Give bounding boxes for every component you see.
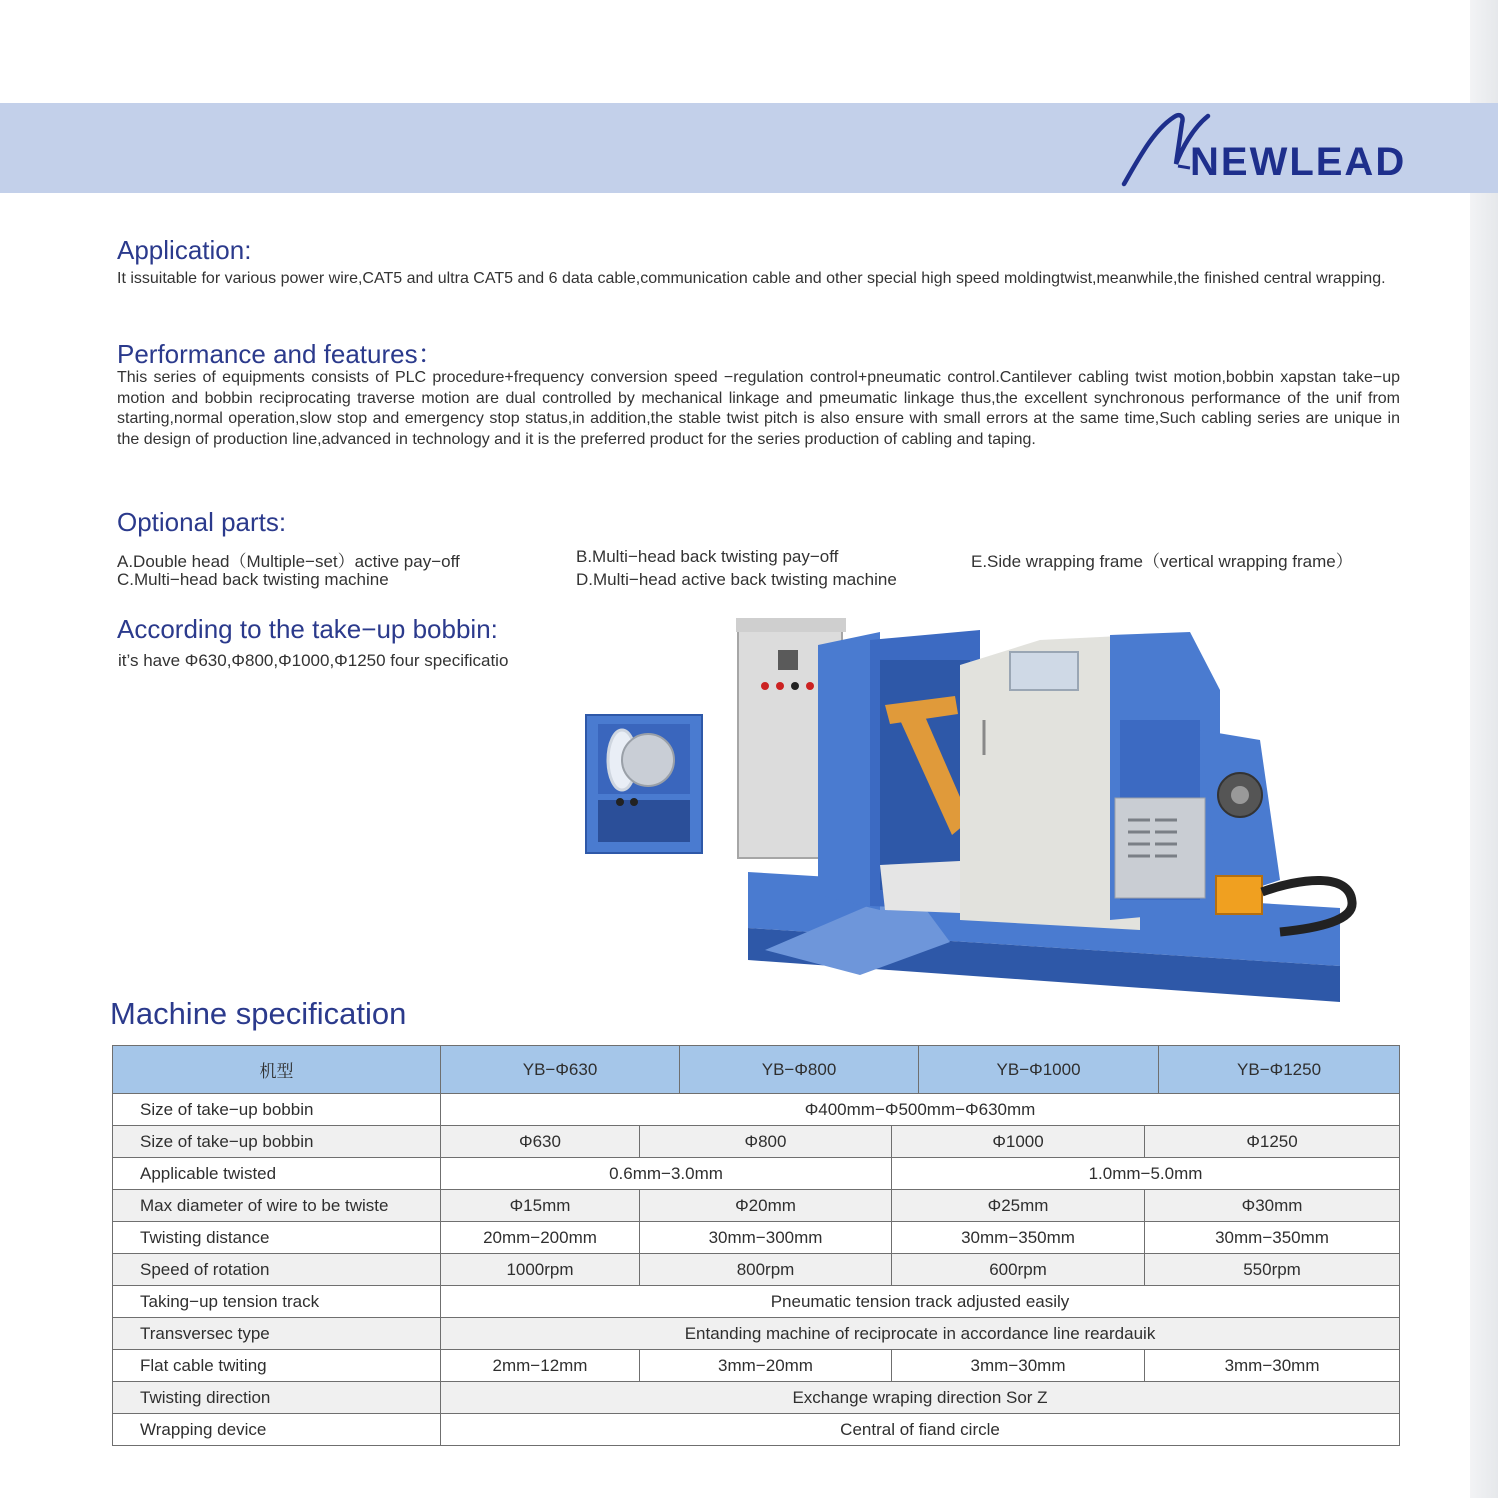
bobbin-title: According to the take−up bobbin: xyxy=(117,614,498,644)
optional-item-b: B.Multi−head back twisting pay−off xyxy=(576,547,839,566)
row-value: Exchange wraping direction Sor Z xyxy=(441,1382,1400,1414)
row-label: Transversec type xyxy=(113,1318,441,1350)
table-row xyxy=(113,1254,1400,1286)
row-value: 2mm−12mm xyxy=(441,1350,640,1382)
row-value: 1.0mm−5.0mm xyxy=(892,1158,1400,1190)
row-value: Central of fiand circle xyxy=(441,1414,1400,1446)
row-value: 30mm−350mm xyxy=(892,1222,1145,1254)
row-value: Φ630 xyxy=(441,1126,640,1158)
table-row xyxy=(113,1286,1400,1318)
bobbin-body: it’s have Φ630,Φ800,Φ1000,Φ1250 four specificatio xyxy=(118,651,509,670)
optional-item-a: A.Double head（Multiple−set）active pay−off xyxy=(117,552,460,571)
row-value: 30mm−350mm xyxy=(1145,1222,1400,1254)
row-label: Speed of rotation xyxy=(113,1254,441,1286)
header-model-4: YB−Φ1250 xyxy=(1159,1046,1400,1094)
machine-spec-title: Machine specification xyxy=(110,996,407,1031)
table-row xyxy=(113,1094,1400,1126)
row-value: Φ15mm xyxy=(441,1190,640,1222)
row-label: Twisting distance xyxy=(113,1222,441,1254)
row-value: Φ20mm xyxy=(640,1190,892,1222)
optional-item-e: E.Side wrapping frame（vertical wrapping frame） xyxy=(971,552,1353,571)
brand-logo xyxy=(1118,108,1433,188)
row-label: Wrapping device xyxy=(113,1414,441,1446)
row-value: 600rpm xyxy=(892,1254,1145,1286)
table-header-row xyxy=(113,1046,1400,1094)
optional-item-d: D.Multi−head active back twisting machine xyxy=(576,570,897,589)
header-model-cell: 机型 xyxy=(113,1046,441,1094)
row-value: Φ30mm xyxy=(1145,1190,1400,1222)
row-value: Φ1250 xyxy=(1145,1126,1400,1158)
row-value: 800rpm xyxy=(640,1254,892,1286)
table-row xyxy=(113,1190,1400,1222)
row-label: Flat cable twiting xyxy=(113,1350,441,1382)
row-value: 3mm−20mm xyxy=(640,1350,892,1382)
row-value: Φ25mm xyxy=(892,1190,1145,1222)
row-value: 3mm−30mm xyxy=(1145,1350,1400,1382)
optional-item-c: C.Multi−head back twisting machine xyxy=(117,570,389,589)
table-row xyxy=(113,1350,1400,1382)
row-value: Φ400mm−Φ500mm−Φ630mm xyxy=(441,1094,1400,1126)
table-row xyxy=(113,1414,1400,1446)
row-label: Twisting direction xyxy=(113,1382,441,1414)
application-title: Application: xyxy=(117,235,252,265)
machine-spec-table xyxy=(112,1045,1400,1446)
row-label: Max diameter of wire to be twiste xyxy=(113,1190,441,1222)
row-label: Size of take−up bobbin xyxy=(113,1126,441,1158)
page-edge-shadow xyxy=(1470,0,1498,1498)
row-value: 0.6mm−3.0mm xyxy=(441,1158,892,1190)
logo-text: NEWLEAD xyxy=(1190,140,1407,184)
table-row xyxy=(113,1222,1400,1254)
application-body: It issuitable for various power wire,CAT5 and ultra CAT5 and 6 data cable,communication cable and other special high speed moldingtwist,meanwhile,the finished central wrapping. xyxy=(117,270,1386,287)
row-value: 30mm−300mm xyxy=(640,1222,892,1254)
row-label: Taking−up tension track xyxy=(113,1286,441,1318)
performance-title: Performance and features： xyxy=(117,339,444,369)
row-value: 1000rpm xyxy=(441,1254,640,1286)
row-value: Entanding machine of reciprocate in accordance line reardauik xyxy=(441,1318,1400,1350)
header-model-3: YB−Φ1000 xyxy=(919,1046,1159,1094)
row-value: 3mm−30mm xyxy=(892,1350,1145,1382)
performance-body: This series of equipments consists of PLC procedure+frequency conversion speed −regulation control+pneumatic control.Cantilever cabling twist motion,bobbin xapstan take−up motion and bobbin reciprocating traverse motion are dual controlled by mechanical linkage and pmeumatic linkage thus,the excellent synchronous performance of the unif from starting,normal operation,slow stop and emergency stop status,in addition,the stable twist pitch is also ensure with small errors at the same time,Such cabling series are unique in the design of production line,advanced in technology and it is the preferred product for the series production of cabling and taping. xyxy=(117,369,1400,448)
table-row xyxy=(113,1158,1400,1190)
table-row xyxy=(113,1126,1400,1158)
cabling-machine-image xyxy=(580,610,1370,1010)
row-value: Pneumatic tension track adjusted easily xyxy=(441,1286,1400,1318)
header-model-2: YB−Φ800 xyxy=(680,1046,919,1094)
table-row xyxy=(113,1382,1400,1414)
row-label: Applicable twisted xyxy=(113,1158,441,1190)
header-model-1: YB−Φ630 xyxy=(441,1046,680,1094)
row-value: Φ800 xyxy=(640,1126,892,1158)
row-value: 20mm−200mm xyxy=(441,1222,640,1254)
optional-parts-title: Optional parts: xyxy=(117,507,287,537)
row-value: 550rpm xyxy=(1145,1254,1400,1286)
row-label: Size of take−up bobbin xyxy=(113,1094,441,1126)
row-value: Φ1000 xyxy=(892,1126,1145,1158)
table-row xyxy=(113,1318,1400,1350)
